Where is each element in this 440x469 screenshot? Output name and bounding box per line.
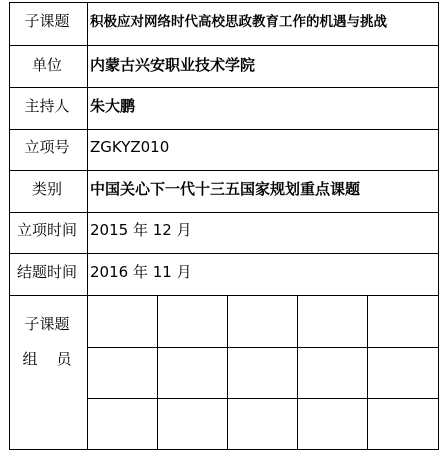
label-unit: 单位 [31, 56, 62, 74]
value-subtopic-title: 积极应对网络时代高校思政教育工作的机遇与挑战 [90, 14, 387, 30]
member-cell [158, 296, 227, 347]
label-category: 类别 [31, 180, 62, 198]
value-category: 中国关心下一代十三五国家规划重点课题 [90, 180, 361, 198]
label-start-date: 立项时间 [16, 221, 77, 239]
member-cell [298, 399, 367, 449]
member-cell [298, 348, 367, 398]
member-cell [368, 348, 438, 398]
label-project-number: 立项号 [24, 138, 70, 156]
member-cell [88, 399, 157, 449]
member-cell [298, 296, 367, 347]
label-members-line1: 子课题 [24, 315, 70, 333]
member-cell [158, 399, 227, 449]
label-end-date: 结题时间 [16, 263, 77, 281]
label-members-line2: 组 员 [22, 350, 72, 368]
value-host: 朱大鹏 [90, 97, 136, 115]
member-cell [228, 399, 297, 449]
label-host: 主持人 [24, 97, 70, 115]
member-cell [88, 348, 157, 398]
value-project-number: ZGKYZ010 [90, 138, 170, 156]
value-start-date: 2015 年 12 月 [90, 221, 192, 239]
member-cell [158, 348, 227, 398]
member-cell [228, 348, 297, 398]
value-end-date: 2016 年 11 月 [90, 263, 192, 281]
member-cell [228, 296, 297, 347]
member-cell [88, 296, 157, 347]
member-cell [368, 296, 438, 347]
label-subtopic: 子课题 [24, 12, 70, 30]
value-unit: 内蒙古兴安职业技术学院 [90, 56, 256, 74]
member-cell [368, 399, 438, 449]
